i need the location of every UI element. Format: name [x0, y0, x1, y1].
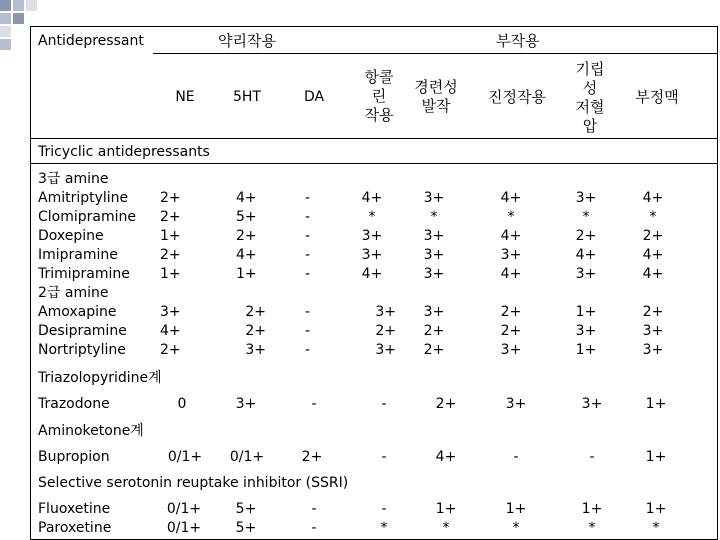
header-5ht: 5HT [233, 89, 261, 105]
tca2-seizure-values: 3+ 2+ 2+ [423, 304, 445, 358]
corner-square-7 [0, 39, 11, 50]
row-bupropion-5ht: 0/1+ [229, 449, 265, 465]
row-trazodone-name: Trazodone [38, 396, 110, 412]
tca2-da-values: - - - [305, 304, 311, 358]
corner-square-1 [0, 0, 11, 11]
row-bupropion-arrhythmia: 1+ [645, 449, 667, 465]
ssri-ne-values: 0/1+ 0/1+ [166, 501, 202, 536]
header-antidepressant: Antidepressant [38, 33, 144, 49]
header-seizure: 경련성 발작 [414, 78, 458, 115]
row-bupropion-da: 2+ [301, 449, 323, 465]
header-side-effects: 부작용 [496, 32, 540, 50]
tca-sedation-values: 4+ * 4+ 3+ 4+ [500, 190, 522, 282]
ssri-arrhythmia-values: 1+ * [645, 501, 667, 536]
tca-anticholinergic-values: 4+ * 3+ 3+ 4+ [361, 190, 383, 282]
tca2-orthostatic-values: 1+ 3+ 1+ [575, 304, 597, 358]
section-triazolopyridine: Triazolopyridine계 [38, 370, 162, 386]
header-anticholinergic: 항콜 린 작용 [364, 68, 394, 124]
ssri-sedation-values: 1+ * [505, 501, 527, 536]
header-ne: NE [175, 89, 195, 105]
corner-square-5 [13, 13, 24, 24]
corner-square-2 [13, 0, 24, 11]
tca-drug-names: 3급 amine Amitriptyline Clomipramine Doxepine Imipramine Trimipramine 2급 amine Amoxapine Desipramine Nortriptyline [38, 171, 136, 358]
row-trazodone-5ht: 3+ [235, 396, 257, 412]
row-trazodone-seizure: 2+ [435, 396, 457, 412]
header-sedation: 진정작용 [488, 88, 546, 106]
row-trazodone-arrhythmia: 1+ [645, 396, 667, 412]
section-ssri: Selective serotonin reuptake inhibitor (SSRI) [38, 475, 349, 491]
tca2-5ht-values: 2+ 2+ 3+ [245, 304, 266, 358]
ssri-drug-names: Fluoxetine Paroxetine [38, 501, 112, 536]
tca-da-values: - - - - - [305, 190, 311, 282]
tca2-ne-values: 3+ 4+ 2+ [160, 304, 181, 358]
ssri-orthostatic-values: 1+ * [581, 501, 603, 536]
ssri-5ht-values: 5+ 5+ [235, 501, 257, 536]
row-bupropion-orthostatic: - [589, 449, 595, 465]
corner-square-6 [0, 26, 11, 37]
row-bupropion-seizure: 4+ [435, 449, 457, 465]
row-bupropion-name: Bupropion [38, 449, 110, 465]
row-bupropion-anticholinergic: - [381, 449, 387, 465]
tca2-anticholinergic-values: 3+ 2+ 3+ [375, 304, 396, 358]
row-trazodone-ne: 0 [177, 396, 187, 412]
row-trazodone-da: - [311, 396, 317, 412]
ssri-anticholinergic-values: - * [380, 501, 388, 536]
tca-orthostatic-values: 3+ * 2+ 4+ 3+ [575, 190, 597, 282]
row-bupropion-sedation: - [513, 449, 519, 465]
tca-seizure-values: 3+ * 3+ 3+ 3+ [423, 190, 445, 282]
row-trazodone-orthostatic: 3+ [581, 396, 603, 412]
tca2-arrhythmia-values: 2+ 3+ 3+ [642, 304, 664, 358]
ssri-da-values: - - [311, 501, 317, 536]
row-trazodone-sedation: 3+ [505, 396, 527, 412]
section-tricyclic: Tricyclic antidepressants [38, 144, 210, 160]
row-bupropion-ne: 0/1+ [167, 449, 203, 465]
tca-arrhythmia-values: 4+ * 2+ 4+ 4+ [642, 190, 664, 282]
header-pharmacologic-action: 약리작용 [218, 32, 276, 50]
corner-square-3 [26, 0, 37, 11]
tca-section-rule [30, 163, 718, 164]
header-bottom-rule [30, 138, 718, 139]
row-trazodone-anticholinergic: - [381, 396, 387, 412]
ssri-seizure-values: 1+ * [435, 501, 457, 536]
tca-ne-values: 2+ 2+ 1+ 2+ 1+ [160, 190, 181, 282]
corner-square-4 [0, 13, 11, 24]
header-orthostatic-hypotension: 기립 성 저혈 압 [575, 60, 605, 135]
header-da: DA [303, 89, 325, 105]
tca2-sedation-values: 2+ 2+ 3+ [500, 304, 522, 358]
section-aminoketone: Aminoketone계 [38, 423, 144, 439]
header-group-rule [153, 53, 718, 54]
header-arrhythmia: 부정맥 [635, 88, 679, 106]
tca-5ht-values: 4+ 5+ 2+ 4+ 1+ [236, 190, 257, 282]
